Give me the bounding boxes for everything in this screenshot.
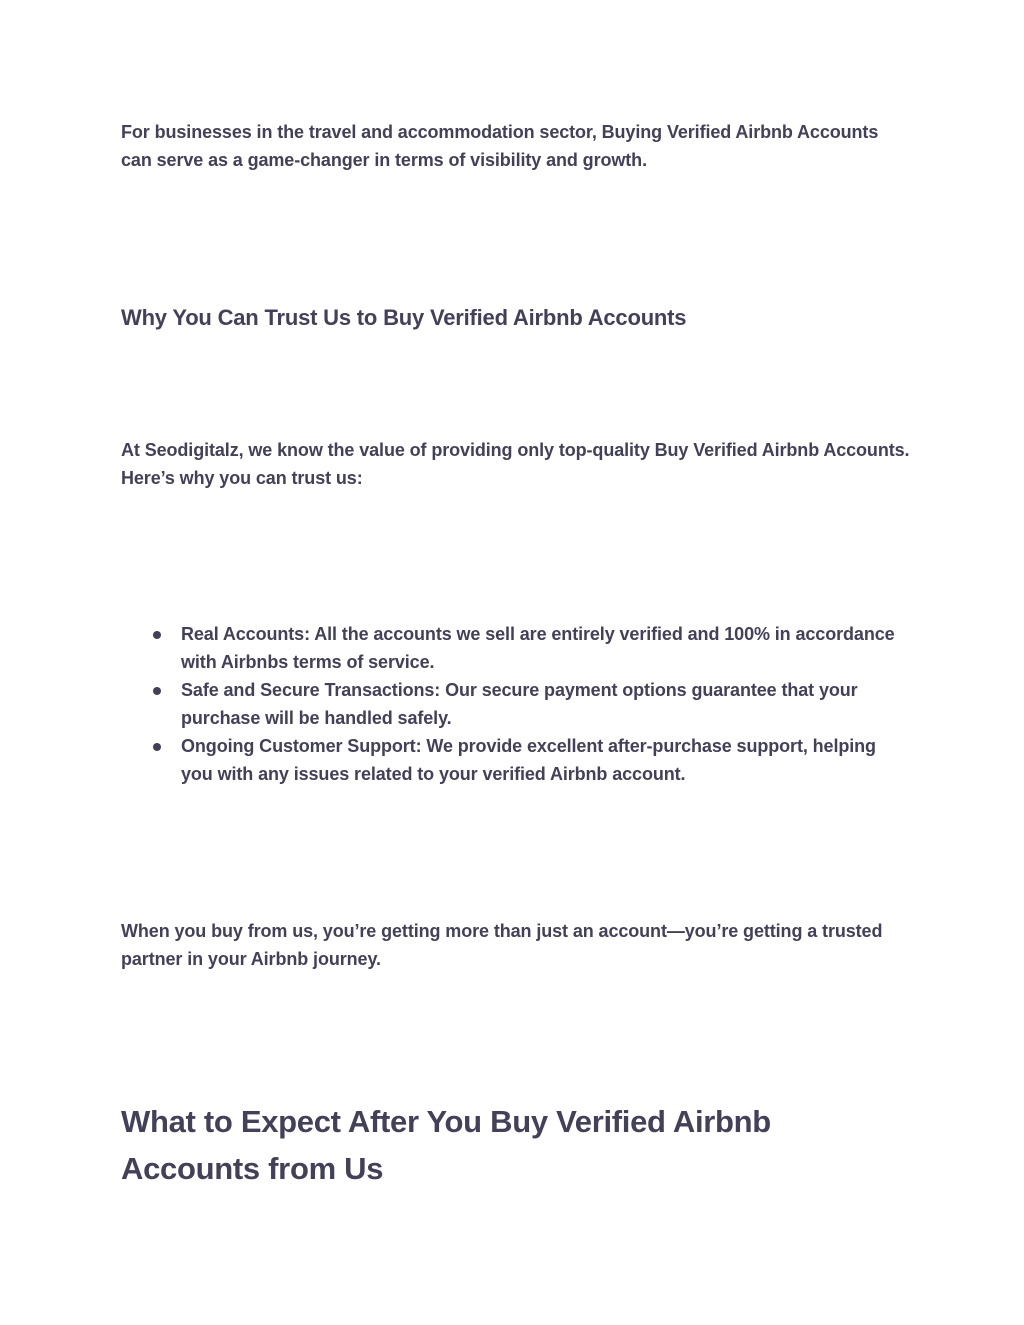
list-item	[121, 676, 911, 732]
list-item	[121, 732, 911, 788]
bullet-icon	[153, 743, 161, 751]
trust-heading: Why You Can Trust Us to Buy Verified Airbnb Accounts	[121, 305, 687, 330]
partner-paragraph: When you buy from us, you’re getting more than just an account—you’re getting a trusted partner in your Airbnb journey.	[121, 921, 883, 969]
bullet-text: Safe and Secure Transactions: Our secure payment options guarantee that your purchase will be handled safely.	[181, 680, 858, 728]
bullet-icon	[153, 687, 161, 695]
bullet-icon	[153, 631, 161, 639]
bullet-text: Ongoing Customer Support: We provide excellent after-purchase support, helping you with any issues related to your verified Airbnb account.	[181, 736, 876, 784]
list-item	[121, 620, 911, 676]
bullet-text: Real Accounts: All the accounts we sell are entirely verified and 100% in accordance with Airbnbs terms of service.	[181, 624, 895, 672]
expect-heading: What to Expect After You Buy Verified Airbnb Accounts from Us	[121, 1104, 771, 1186]
seodigitalz-paragraph: At Seodigitalz, we know the value of providing only top-quality Buy Verified Airbnb Accounts. Here’s why you can trust us:	[121, 440, 910, 488]
intro-paragraph: For businesses in the travel and accommodation sector, Buying Verified Airbnb Accounts can serve as a game-changer in terms of visibility and growth.	[121, 122, 879, 170]
trust-bullet-list	[121, 620, 911, 788]
